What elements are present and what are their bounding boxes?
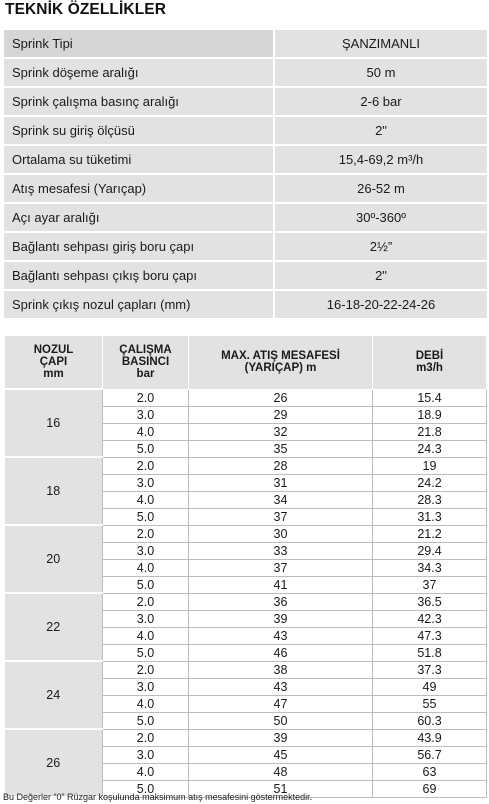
- spec-label: Bağlantı sehpası çıkış boru çapı: [4, 262, 273, 289]
- throw-distance-cell: 43: [189, 678, 373, 695]
- pressure-cell: 5.0: [103, 576, 189, 593]
- spec-label: Sprink Tipi: [4, 30, 273, 57]
- throw-distance-cell: 28: [189, 457, 373, 474]
- pressure-cell: 3.0: [103, 542, 189, 559]
- spec-value: 15,4-69,2 m³/h: [273, 146, 487, 173]
- throw-distance-cell: 51: [189, 780, 373, 797]
- pressure-cell: 2.0: [103, 389, 189, 406]
- pressure-cell: 4.0: [103, 423, 189, 440]
- pressure-cell: 2.0: [103, 525, 189, 542]
- spec-row: [4, 30, 487, 57]
- spec-row: [4, 88, 487, 115]
- spec-row: [4, 204, 487, 231]
- flow-rate-cell: 69: [373, 780, 487, 797]
- pressure-cell: 2.0: [103, 661, 189, 678]
- throw-distance-cell: 45: [189, 746, 373, 763]
- spec-row: [4, 262, 487, 289]
- flow-rate-cell: 43.9: [373, 729, 487, 746]
- header-nozzle-diameter: NOZUL ÇAPI mm: [5, 336, 103, 390]
- table-row: [5, 661, 487, 678]
- footnote: Bu Değerler “0” Rüzgar koşulunda maksimum atış mesafesini göstermektedir.: [3, 792, 313, 802]
- table-row: [5, 389, 487, 406]
- spec-value: 2-6 bar: [273, 88, 487, 115]
- flow-rate-cell: 29.4: [373, 542, 487, 559]
- flow-rate-cell: 21.8: [373, 423, 487, 440]
- flow-rate-cell: 56.7: [373, 746, 487, 763]
- pressure-cell: 4.0: [103, 491, 189, 508]
- throw-distance-cell: 46: [189, 644, 373, 661]
- spec-value: 50 m: [273, 59, 487, 86]
- throw-distance-cell: 48: [189, 763, 373, 780]
- flow-rate-cell: 49: [373, 678, 487, 695]
- throw-distance-cell: 36: [189, 593, 373, 610]
- flow-rate-cell: 24.2: [373, 474, 487, 491]
- pressure-cell: 5.0: [103, 780, 189, 797]
- throw-distance-cell: 39: [189, 729, 373, 746]
- spec-value: 2": [273, 262, 487, 289]
- flow-rate-cell: 63: [373, 763, 487, 780]
- nozzle-diameter-cell: 16: [5, 389, 103, 457]
- spec-label: Bağlantı sehpası giriş boru çapı: [4, 233, 273, 260]
- table-row: [5, 593, 487, 610]
- spec-label: Atış mesafesi (Yarıçap): [4, 175, 273, 202]
- table-row: [5, 457, 487, 474]
- pressure-cell: 5.0: [103, 440, 189, 457]
- pressure-cell: 3.0: [103, 678, 189, 695]
- pressure-cell: 3.0: [103, 746, 189, 763]
- spec-row: [4, 291, 487, 318]
- pressure-cell: 3.0: [103, 406, 189, 423]
- nozzle-diameter-cell: 20: [5, 525, 103, 593]
- flow-rate-cell: 36.5: [373, 593, 487, 610]
- throw-distance-cell: 29: [189, 406, 373, 423]
- header-flow-rate: DEBİ m3/h: [373, 336, 487, 390]
- flow-rate-cell: 15.4: [373, 389, 487, 406]
- throw-distance-cell: 37: [189, 559, 373, 576]
- throw-distance-cell: 30: [189, 525, 373, 542]
- table-header-row: [5, 336, 487, 390]
- pressure-cell: 4.0: [103, 627, 189, 644]
- throw-distance-cell: 37: [189, 508, 373, 525]
- flow-rate-cell: 34.3: [373, 559, 487, 576]
- flow-rate-cell: 21.2: [373, 525, 487, 542]
- pressure-cell: 4.0: [103, 763, 189, 780]
- throw-distance-cell: 47: [189, 695, 373, 712]
- spec-label: Sprink çalışma basınç aralığı: [4, 88, 273, 115]
- spec-label: Sprink döşeme aralığı: [4, 59, 273, 86]
- table-row: [5, 525, 487, 542]
- spec-row: [4, 175, 487, 202]
- header-working-pressure: ÇALIŞMA BASINCI bar: [103, 336, 189, 390]
- flow-rate-cell: 60.3: [373, 712, 487, 729]
- spec-value: 2½”: [273, 233, 487, 260]
- nozzle-performance-table: [4, 335, 487, 798]
- nozzle-diameter-cell: 18: [5, 457, 103, 525]
- spec-row: [4, 117, 487, 144]
- spec-value: 30º-360º: [273, 204, 487, 231]
- throw-distance-cell: 33: [189, 542, 373, 559]
- flow-rate-cell: 19: [373, 457, 487, 474]
- nozzle-diameter-cell: 26: [5, 729, 103, 797]
- spec-value: ŞANZIMANLI: [273, 30, 487, 57]
- pressure-cell: 3.0: [103, 474, 189, 491]
- spec-label: Ortalama su tüketimi: [4, 146, 273, 173]
- throw-distance-cell: 26: [189, 389, 373, 406]
- throw-distance-cell: 34: [189, 491, 373, 508]
- flow-rate-cell: 37.3: [373, 661, 487, 678]
- throw-distance-cell: 31: [189, 474, 373, 491]
- header-max-throw-distance: MAX. ATIŞ MESAFESİ (YARIÇAP) m: [189, 336, 373, 390]
- throw-distance-cell: 32: [189, 423, 373, 440]
- pressure-cell: 5.0: [103, 644, 189, 661]
- page-title: TEKNİK ÖZELLİKLER: [5, 1, 166, 18]
- flow-rate-cell: 18.9: [373, 406, 487, 423]
- throw-distance-cell: 35: [189, 440, 373, 457]
- spec-value: 26-52 m: [273, 175, 487, 202]
- throw-distance-cell: 41: [189, 576, 373, 593]
- flow-rate-cell: 47.3: [373, 627, 487, 644]
- spec-row: [4, 146, 487, 173]
- flow-rate-cell: 42.3: [373, 610, 487, 627]
- throw-distance-cell: 39: [189, 610, 373, 627]
- flow-rate-cell: 24.3: [373, 440, 487, 457]
- pressure-cell: 5.0: [103, 712, 189, 729]
- throw-distance-cell: 43: [189, 627, 373, 644]
- spec-value: 16-18-20-22-24-26: [273, 291, 487, 318]
- flow-rate-cell: 28.3: [373, 491, 487, 508]
- pressure-cell: 4.0: [103, 695, 189, 712]
- pressure-cell: 2.0: [103, 729, 189, 746]
- pressure-cell: 2.0: [103, 457, 189, 474]
- throw-distance-cell: 38: [189, 661, 373, 678]
- spec-row: [4, 59, 487, 86]
- nozzle-diameter-cell: 22: [5, 593, 103, 661]
- table-row: [5, 729, 487, 746]
- spec-row: [4, 233, 487, 260]
- throw-distance-cell: 50: [189, 712, 373, 729]
- nozzle-diameter-cell: 24: [5, 661, 103, 729]
- flow-rate-cell: 51.8: [373, 644, 487, 661]
- spec-value: 2": [273, 117, 487, 144]
- pressure-cell: 5.0: [103, 508, 189, 525]
- flow-rate-cell: 55: [373, 695, 487, 712]
- pressure-cell: 4.0: [103, 559, 189, 576]
- spec-table: [4, 28, 487, 320]
- flow-rate-cell: 31.3: [373, 508, 487, 525]
- spec-label: Sprink su giriş ölçüsü: [4, 117, 273, 144]
- spec-label: Sprink çıkış nozul çapları (mm): [4, 291, 273, 318]
- pressure-cell: 2.0: [103, 593, 189, 610]
- spec-label: Açı ayar aralığı: [4, 204, 273, 231]
- flow-rate-cell: 37: [373, 576, 487, 593]
- pressure-cell: 3.0: [103, 610, 189, 627]
